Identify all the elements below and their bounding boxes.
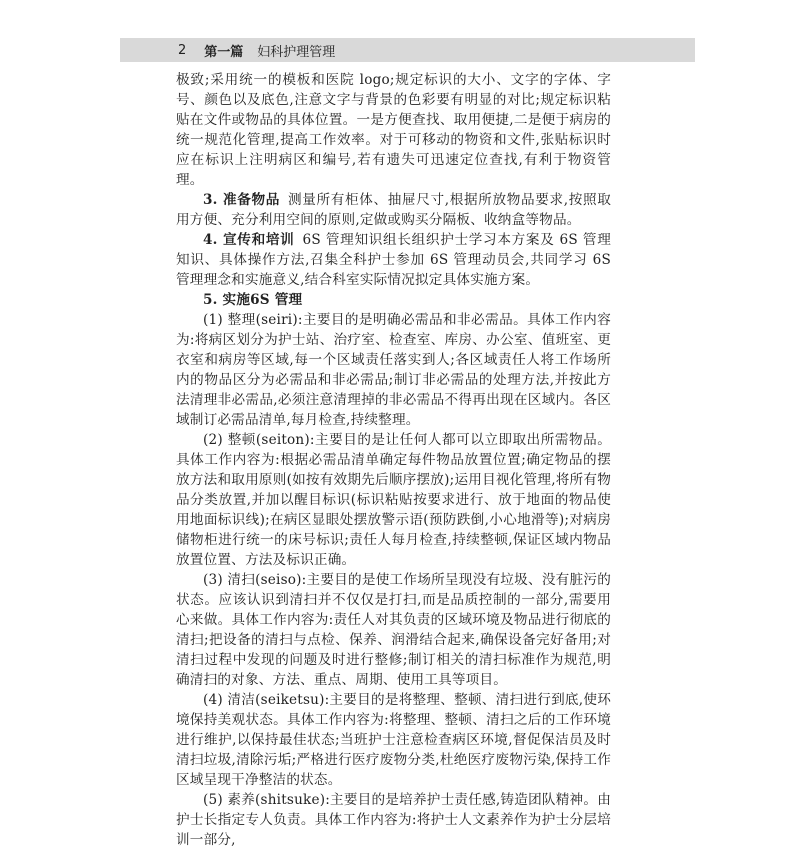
paragraph-identification: 极致;采用统一的模板和医院 logo;规定标识的大小、文字的字体、字号、颜色以及底色,注意文字与背景的色彩要有明显的对比;规定标识粘贴在文件或物品的具体位置。一是方便查找、取用便捷,二是便于病房的统一规范化管理,提高工作效率。对于可移动的物资和文件,张贴标识时应在标识上注明病区和编号,若有遗失可迅速定位查找,有利于物资管理。: [176, 72, 611, 188]
paragraph-seiketsu: (4) 清洁(seiketsu):主要目的是将整理、整顿、清扫进行到底,使环境保持美观状态。具体工作内容为:将整理、整顿、清扫之后的工作环境进行维护,以保持最佳状态;当班护士注意检查病区环境,督促保洁员及时清扫垃圾,清除污垢;严格进行医疗废物分类,杜绝医疗废物污染,保持工作区域呈现干净整洁的状态。: [176, 692, 611, 788]
section-heading-implement-6s: [176, 290, 611, 310]
body-text: [176, 70, 611, 850]
paragraph-seiri: (1) 整理(seiri):主要目的是明确必需品和非必需品。具体工作内容为:将病区划分为护士站、治疗室、检查室、库房、办公室、值班室、更衣室和病房等区域,每一个区域责任落实到人;各区域责任人将工作场所内的物品区分为必需品和非必需品;制订非必需品的处理方法,并按此方法清理非必需品,必须注意清理掉的非必需品不得再出现在区域内。各区域制订必需品清单,每月检查,持续整理。: [176, 312, 611, 428]
paragraph-prepare-items: [176, 190, 611, 230]
paragraph-seiso: (3) 清扫(seiso):主要目的是使工作场所呈现没有垃圾、没有脏污的状态。应该认识到清扫并不仅仅是打扫,而是品质控制的一部分,需要用心来做。具体工作内容为:责任人对其负责的区域环境及物品进行彻底的清扫;把设备的清扫与点检、保养、润滑结合起来,确保设备完好备用;对清扫过程中发现的问题及时进行整修;制订相关的清扫标准作为规范,明确清扫的对象、方法、重点、周期、使用工具等项目。: [176, 572, 611, 688]
section-text-prepare-items: 测量所有柜体、抽屉尺寸,根据所放物品要求,按照取用方便、充分利用空间的原则,定做或购买分隔板、收纳盒等物品。: [176, 192, 611, 228]
section-label-training: 4. 宣传和培训: [203, 232, 295, 248]
paragraph-training: [176, 230, 611, 290]
paragraph-shitsuke: (5) 素养(shitsuke):主要目的是培养护士责任感,铸造团队精神。由护士长指定专人负责。具体工作内容为:将护士人文素养作为护士分层培训一部分,: [176, 792, 611, 848]
section-label-prepare-items: 3. 准备物品: [203, 192, 280, 208]
running-header: [120, 38, 695, 62]
section-heading-text: 5. 实施6S 管理: [203, 292, 303, 308]
page-number: 2: [178, 42, 187, 58]
section-text-training: 6S 管理知识组长组织护士学习本方案及 6S 管理知识、具体操作方法,召集全科护士参加 6S 管理动员会,共同学习 6S 管理理念和实施意义,结合科室实际情况拟定具体实施方案。: [176, 232, 611, 288]
paragraph-seiton: (2) 整顿(seiton):主要目的是让任何人都可以立即取出所需物品。具体工作内容为:根据必需品清单确定每件物品放置位置;确定物品的摆放方法和取用原则(如按有效期先后顺序摆放);运用目视化管理,将所有物品分类放置,并加以醒目标识(标识粘贴按要求进行、放于地面的物品使用地面标识线);在病区显眼处摆放警示语(预防跌倒,小心地滑等);对病房储物柜进行统一的床号标识;责任人每月检查,持续整顿,保证区域内物品放置位置、方法及标识正确。: [176, 432, 611, 568]
part-title: 妇科护理管理: [257, 44, 336, 60]
part-label: 第一篇: [204, 44, 244, 60]
